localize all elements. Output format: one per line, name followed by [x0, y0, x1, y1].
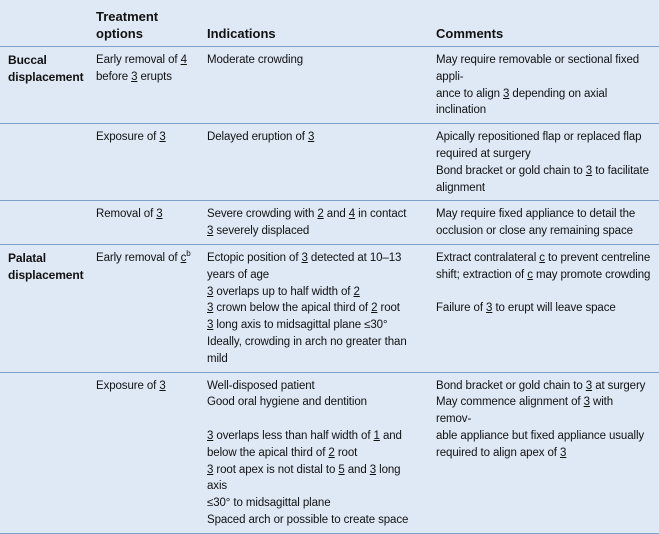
- comments-cell: May require fixed appliance to detail the occlusion or close any remaining space: [428, 201, 659, 245]
- header-treatment: Treatment options: [88, 0, 199, 47]
- treatment-cell: Removal of 3: [88, 201, 199, 245]
- treatment-cell: Early removal of 4 before 3 erupts: [88, 47, 199, 124]
- comments-cell: Bond bracket or gold chain to 3 at surgery May commence alignment of 3 with remov- able appliance but fixed appliance usually required to align apex of 3: [428, 372, 659, 533]
- indications-cell: Delayed eruption of 3: [199, 124, 428, 201]
- indications-cell: Ectopic position of 3 detected at 10–13 years of age 3 overlaps up to half width of 2 3 crown below the apical third of 2 root 3 long axis to midsagittal plane ≤30° Ideally, crowding in arch no greater than mild: [199, 244, 428, 372]
- group-cell: [0, 372, 88, 533]
- treatment-cell: Exposure of 3: [88, 372, 199, 533]
- group-cell: Palatal displacement: [0, 244, 88, 372]
- comments-cell: Extract contralateral c to prevent centreline shift; extraction of c may promote crowding Failure of 3 to erupt will leave space: [428, 244, 659, 372]
- header-row: [0, 0, 659, 47]
- table-row: [0, 47, 659, 124]
- table-row: [0, 372, 659, 533]
- indications-cell: Well-disposed patient Good oral hygiene and dentition 3 overlaps less than half width of 1 and below the apical third of 2 root 3 root apex is not distal to 5 and 3 long axis ≤30° to midsagittal plane Spaced arch or possible to create space: [199, 372, 428, 533]
- indications-cell: Severe crowding with 2 and 4 in contact 3 severely displaced: [199, 201, 428, 245]
- header-group: [0, 0, 88, 47]
- comments-cell: May require removable or sectional fixed appli- ance to align 3 depending on axial inclination: [428, 47, 659, 124]
- comments-cell: Apically repositioned flap or replaced flap required at surgery Bond bracket or gold chain to 3 to facilitate alignment: [428, 124, 659, 201]
- header-comments: Comments: [428, 0, 659, 47]
- treatment-cell: Early removal of $c^b$: [88, 244, 199, 372]
- table-row: [0, 244, 659, 372]
- indications-cell: Moderate crowding: [199, 47, 428, 124]
- table-row: [0, 201, 659, 245]
- group-cell: Buccal displacement: [0, 47, 88, 124]
- group-cell: [0, 201, 88, 245]
- table-row: [0, 124, 659, 201]
- treatment-cell: Exposure of 3: [88, 124, 199, 201]
- header-indications: Indications: [199, 0, 428, 47]
- group-cell: [0, 124, 88, 201]
